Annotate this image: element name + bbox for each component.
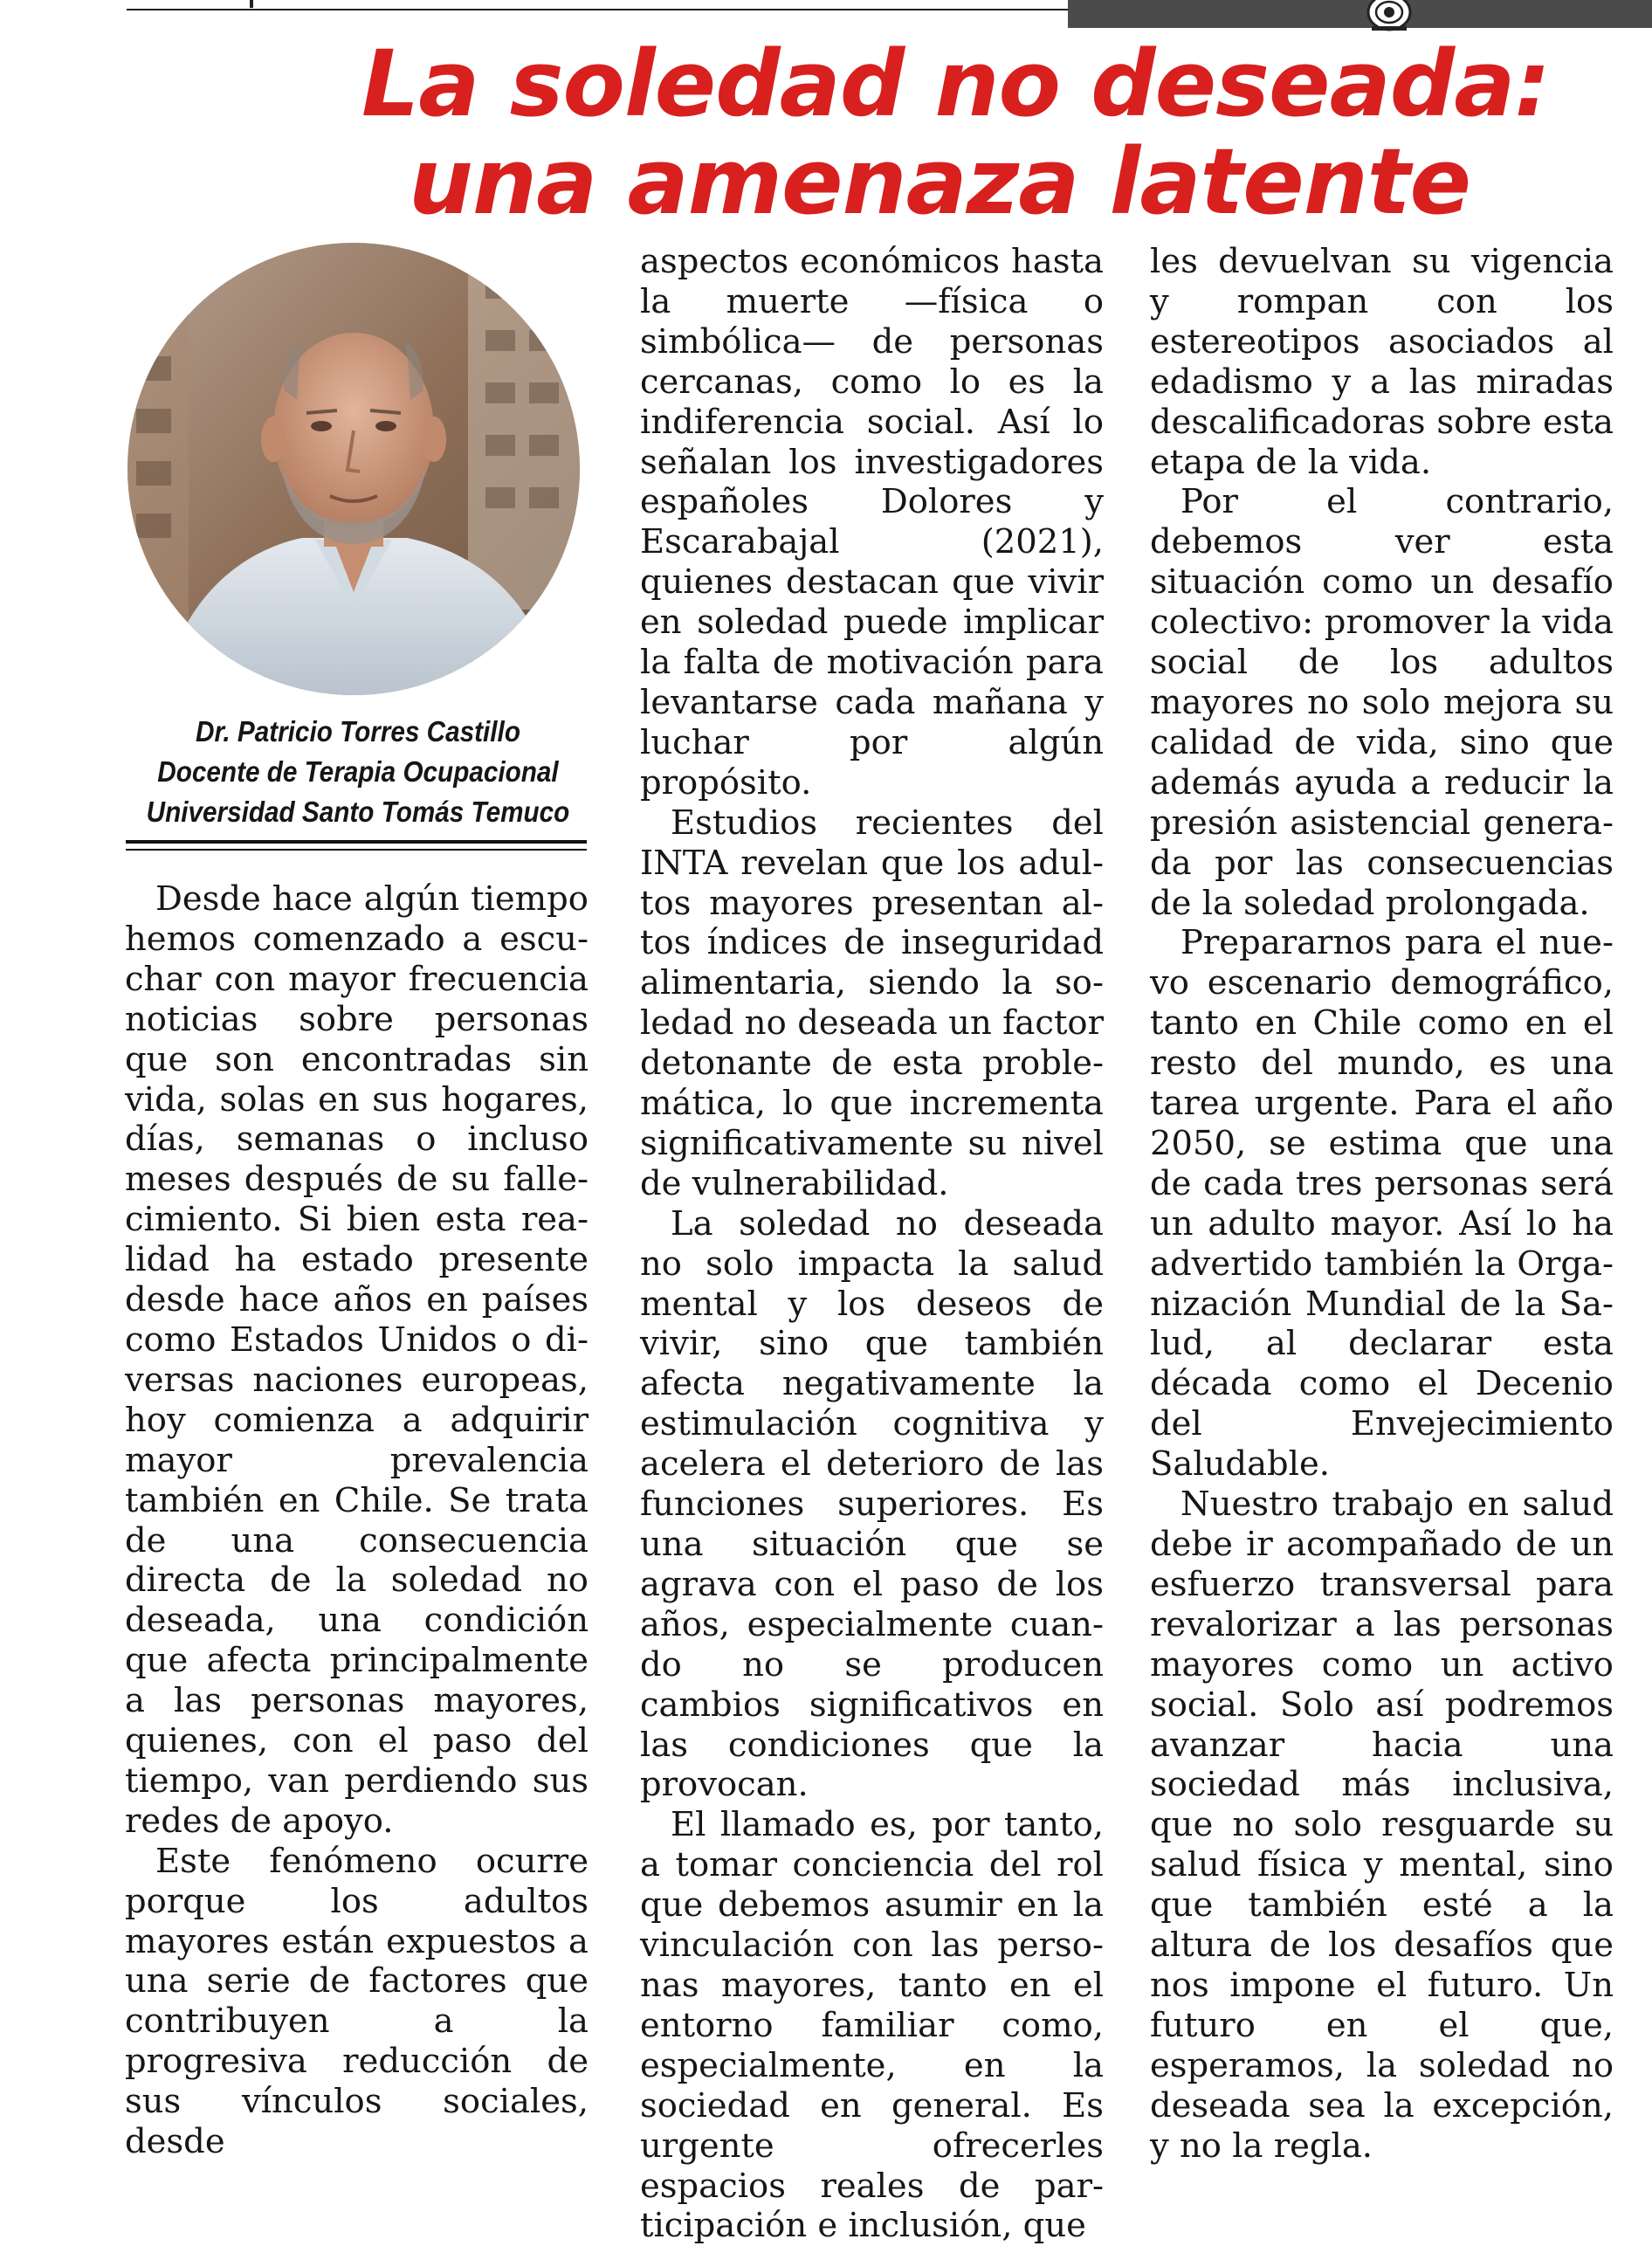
author-institution: Universidad Santo Tomás Temuco — [146, 796, 570, 828]
byline-rule-thin — [126, 849, 587, 851]
paragraph: El llamado es, por tanto, a tomar conciencia del rol que debemos asumir en la vinculación con las personas mayores, tanto en el entorno familiar como, especialmente, en la sociedad en general. Es urgente ofrecerles espacios reales de participación e inclusión, que — [640, 1805, 1104, 2246]
header-rule — [127, 9, 1083, 10]
author-photo — [127, 243, 580, 695]
article-column-2 — [640, 242, 1104, 2246]
author-role: Docente de Terapia Ocupacional — [157, 755, 559, 788]
paragraph: La soledad no deseada no solo impacta la salud mental y los deseos de vivir, sino que también afecta negativamente la estimulación cognitiva y acelera el deterioro de las funciones superiores. Es una situación que se agrava con el paso de los años, especialmente cuando no se producen cambios significativos en las condiciones que la provocan. — [640, 1203, 1104, 1805]
paragraph: Estudios recientes del INTA revelan que los adultos mayores presentan altos índices de inseguridad alimentaria, siendo la soledad no deseada un factor detonante de esta problemática, lo que incrementa significativamente su nivel de vulnerabilidad. — [640, 803, 1104, 1203]
header-tick — [250, 0, 253, 8]
article-column-1 — [125, 879, 589, 2162]
author-name: Dr. Patricio Torres Castillo — [196, 715, 520, 748]
paragraph-continued: aspectos económicos hasta la muerte —física o simbólica— de personas cercanas, como lo es la indiferencia social. Así lo señalan los investigadores españoles Dolores y Escarabajal (2021), quienes destacan que vivir en soledad puede implicar la falta de motivación para levantarse cada mañana y luchar por algún propósito. — [640, 242, 1104, 803]
headline — [262, 31, 1550, 235]
headline-line-2: una amenaza latente — [409, 128, 1471, 235]
emblem-icon — [1356, 0, 1422, 35]
author-portrait-image — [127, 243, 580, 695]
paragraph-continued: les devuelvan su vigencia y rompan con los estereotipos asociados al edadismo y a las miradas descalificadoras sobre esta etapa de la vida. — [1150, 242, 1614, 482]
paragraph: Desde hace algún tiempo hemos comenzado a escuchar con mayor frecuencia noticias sobre personas que son encontradas sin vida, solas en sus hogares, días, semanas o incluso meses después de su fallecimiento. Si bien esta realidad ha estado presente desde hace años en países como Estados Unidos o diversas naciones europeas, hoy comienza a adquirir mayor prevalencia también en Chile. Se trata de una consecuencia directa de la soledad no deseada, una condición que afecta principalmente a las personas mayores, quienes, con el paso del tiempo, van perdiendo sus redes de apoyo. — [125, 879, 589, 1841]
paragraph: Por el contrario, debemos ver esta situación como un desafío colectivo: promover la vida social de los adultos mayores no solo mejora su calidad de vida, sino que además ayuda a reducir la presión asistencial generada por las consecuencias de la soledad prolongada. — [1150, 482, 1614, 923]
paragraph: Este fenómeno ocurre porque los adultos mayores están expuestos a una serie de factores que contribuyen a la progresiva reducción de sus vínculos sociales, desde — [125, 1841, 589, 2162]
byline-rule-thick — [126, 840, 587, 844]
author-byline — [120, 712, 596, 832]
paragraph: Prepararnos para el nuevo escenario demográfico, tanto en Chile como en el resto del mundo, es una tarea urgente. Para el año 2050, se estima que una de cada tres personas será un adulto mayor. Así lo ha advertido también la Organización Mundial de la Salud, al declarar esta década como el Decenio del Envejecimiento Saludable. — [1150, 923, 1614, 1485]
headline-line-1: La soledad no deseada: — [361, 31, 1550, 137]
paragraph: Nuestro trabajo en salud debe ir acompañado de un esfuerzo transversal para revalorizar a las personas mayores como un activo social. Solo así podremos avanzar hacia una sociedad más inclusiva, que no solo resguarde su salud física y mental, sino que también esté a la altura de los desafíos que nos impone el futuro. Un futuro en el que, esperamos, la soledad no deseada sea la excepción, y no la regla. — [1150, 1485, 1614, 2166]
article-column-3 — [1150, 242, 1614, 2167]
